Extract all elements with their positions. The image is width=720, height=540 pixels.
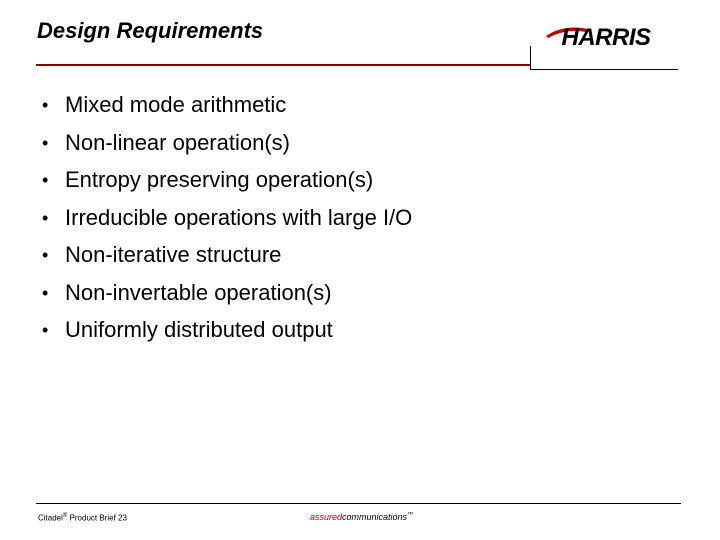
harris-logo: [544, 20, 668, 50]
bullet-marker: •: [42, 207, 49, 228]
harris-logo-icon: [544, 20, 668, 50]
logo-text: HARRIS: [561, 24, 651, 50]
footer-doc-title: Product Brief 23: [67, 513, 127, 523]
bullet-marker: •: [42, 132, 49, 153]
bullet-text: Irreducible operations with large I/O: [65, 204, 413, 230]
logo-divider-horizontal: [530, 69, 678, 70]
bullet-text: Non-invertable operation(s): [65, 279, 332, 305]
footer-divider: [36, 503, 681, 504]
registered-mark: ®: [62, 513, 68, 519]
bullet-text: Non-linear operation(s): [65, 129, 290, 155]
title-divider: [36, 64, 530, 66]
bullet-text: Uniformly distributed output: [65, 317, 333, 342]
tagline-assured: assured: [310, 512, 343, 522]
trademark-mark: ™: [407, 512, 414, 518]
logo-divider-vertical: [530, 46, 531, 70]
bullet-marker: •: [42, 320, 49, 340]
footer-product-name: Citadel: [38, 513, 63, 523]
bullet-text: Non-iterative structure: [65, 242, 282, 267]
tagline-communications: communications: [342, 512, 408, 522]
footer-doc-label: [38, 513, 127, 523]
bullet-marker: •: [42, 282, 49, 303]
bullet-text: Mixed mode arithmetic: [65, 92, 287, 117]
slide-title: Design Requirements: [37, 18, 264, 43]
bullet-marker: •: [42, 245, 49, 265]
bullet-marker: •: [42, 95, 49, 115]
bullet-marker: •: [42, 170, 49, 190]
bullet-text: Entropy preserving operation(s): [65, 167, 374, 192]
footer-tagline: [310, 512, 413, 522]
